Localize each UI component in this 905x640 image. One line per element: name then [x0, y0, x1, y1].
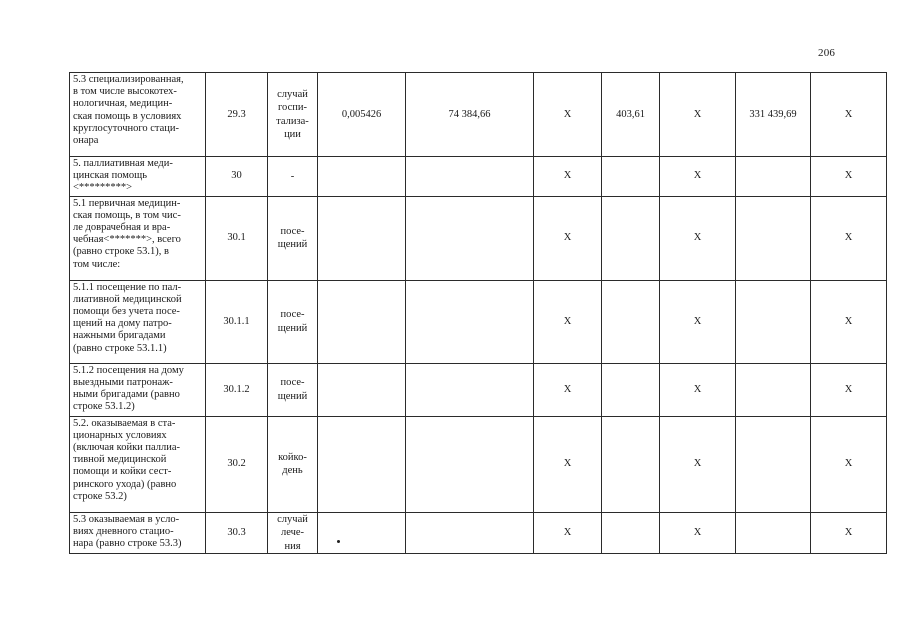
- row-name-text: 5.2. оказываемая в ста- ционарных условиях (включая койки паллиа- тивной медицинской помощи и койки сест- ринского ухода) (равно строке 53.2): [73, 417, 181, 502]
- col4-cell: [318, 363, 406, 416]
- col9-cell: [736, 196, 811, 280]
- col8-cell: [660, 157, 736, 197]
- col6-cell: [534, 363, 602, 416]
- row-name-cell: [70, 73, 206, 157]
- row-code-text: 30: [231, 170, 242, 182]
- row-code-cell: [206, 280, 268, 363]
- col6-text: X: [563, 383, 572, 395]
- row-name-text: 5. паллиативная меди- цинская помощь <*********>: [73, 158, 173, 194]
- col9-cell: [736, 363, 811, 416]
- unit-cell: [268, 512, 318, 554]
- col10-cell: [811, 196, 887, 280]
- col4-cell: [318, 196, 406, 280]
- row-name-cell: [70, 280, 206, 363]
- row-name-cell: [70, 196, 206, 280]
- table-row: [70, 363, 887, 416]
- unit-text: койко- день: [278, 451, 307, 477]
- col9-text: 331 439,69: [749, 108, 797, 120]
- col5-cell: [406, 512, 534, 554]
- col10-text: X: [844, 108, 853, 120]
- col6-cell: [534, 157, 602, 197]
- col7-cell: [602, 512, 660, 554]
- row-code-cell: [206, 73, 268, 157]
- unit-text: посе- щений: [277, 309, 308, 334]
- col8-text: X: [693, 458, 702, 470]
- col5-text: 74 384,66: [448, 108, 491, 120]
- col5-cell: [406, 157, 534, 197]
- col7-cell: [602, 416, 660, 512]
- row-code-text: 30.1.2: [223, 383, 250, 395]
- col10-text: X: [844, 458, 853, 470]
- col9-cell: [736, 157, 811, 197]
- unit-text: случай госпи- тализа- ции: [276, 88, 309, 140]
- unit-cell: [268, 196, 318, 280]
- row-name-text: 5.1.2 посещения на дому выездными патронаж- ными бригадами (равно строке 53.1.2): [73, 364, 184, 413]
- col10-cell: [811, 416, 887, 512]
- unit-cell: [268, 280, 318, 363]
- row-code-cell: [206, 363, 268, 416]
- unit-cell: [268, 416, 318, 512]
- col7-cell: [602, 363, 660, 416]
- col6-text: X: [563, 315, 572, 327]
- col7-cell: [602, 157, 660, 197]
- col4-cell: [318, 157, 406, 197]
- table-row: [70, 416, 887, 512]
- unit-text: -: [290, 170, 295, 182]
- col6-cell: [534, 280, 602, 363]
- scan-speck: [337, 540, 340, 543]
- col8-text: X: [693, 170, 702, 182]
- row-code-cell: [206, 416, 268, 512]
- col6-text: X: [563, 170, 572, 182]
- row-name-text: 5.3 оказываемая в усло- виях дневного стацио- нара (равно строке 53.3): [73, 513, 182, 550]
- row-name-text: 5.3 специализированная, в том числе высокотех- нологичная, медицин- ская помощь в условиях круглосуточного стаци- онара: [73, 74, 184, 147]
- col9-cell: [736, 73, 811, 157]
- col4-cell: [318, 73, 406, 157]
- unit-text: посе- щений: [277, 377, 308, 402]
- table-row: [70, 73, 887, 157]
- col5-cell: [406, 416, 534, 512]
- col8-text: X: [693, 232, 702, 244]
- col7-text: 403,61: [616, 108, 645, 120]
- col10-text: X: [844, 526, 853, 538]
- unit-text: посе- щений: [277, 225, 308, 251]
- col6-text: X: [563, 108, 572, 120]
- col6-cell: [534, 512, 602, 554]
- col10-text: X: [844, 383, 853, 395]
- col9-cell: [736, 280, 811, 363]
- col4-text: 0,005426: [341, 108, 382, 120]
- col6-text: X: [563, 458, 572, 470]
- col8-text: X: [693, 383, 702, 395]
- col8-text: X: [693, 526, 702, 538]
- col8-cell: [660, 416, 736, 512]
- row-name-cell: [70, 157, 206, 197]
- col8-text: X: [693, 315, 702, 327]
- row-code-text: 30.1: [227, 232, 246, 244]
- col10-text: X: [844, 170, 853, 182]
- col5-cell: [406, 73, 534, 157]
- row-name-cell: [70, 512, 206, 554]
- row-code-text: 30.2: [227, 458, 246, 470]
- col6-cell: [534, 73, 602, 157]
- col5-cell: [406, 196, 534, 280]
- row-name-text: 5.1.1 посещение по пал- лиативной медицинской помощи без учета посе- щений на дому патро- нажными бригадами (равно строке 53.1.1): [73, 281, 182, 354]
- col10-cell: [811, 280, 887, 363]
- row-code-text: 30.3: [227, 526, 246, 538]
- row-name-text: 5.1 первичная медицин- ская помощь, в том чис- ле доврачебная и вра- чебная<*******>, всего (равно строке 53.1), в том числе:: [73, 197, 181, 270]
- col8-cell: [660, 196, 736, 280]
- col10-text: X: [844, 315, 853, 327]
- col5-cell: [406, 363, 534, 416]
- col10-cell: [811, 363, 887, 416]
- col7-cell: [602, 196, 660, 280]
- col8-cell: [660, 363, 736, 416]
- unit-cell: [268, 73, 318, 157]
- page-number: 206: [818, 47, 836, 59]
- table-row: [70, 157, 887, 197]
- col7-cell: [602, 73, 660, 157]
- col9-cell: [736, 512, 811, 554]
- col9-cell: [736, 416, 811, 512]
- col8-cell: [660, 280, 736, 363]
- table-row: [70, 512, 887, 554]
- row-code-text: 30.1.1: [223, 315, 250, 327]
- row-code-cell: [206, 157, 268, 197]
- unit-cell: [268, 363, 318, 416]
- unit-cell: [268, 157, 318, 197]
- row-code-cell: [206, 196, 268, 280]
- col6-cell: [534, 196, 602, 280]
- table-row: [70, 196, 887, 280]
- col8-text: X: [693, 108, 702, 120]
- data-table: [69, 72, 887, 554]
- col4-cell: [318, 512, 406, 554]
- col10-cell: [811, 512, 887, 554]
- row-name-cell: [70, 363, 206, 416]
- row-code-cell: [206, 512, 268, 554]
- table-row: [70, 280, 887, 363]
- col6-text: X: [563, 232, 572, 244]
- row-code-text: 29.3: [227, 108, 246, 120]
- col6-cell: [534, 416, 602, 512]
- col7-cell: [602, 280, 660, 363]
- col10-cell: [811, 157, 887, 197]
- col10-text: X: [844, 232, 853, 244]
- col10-cell: [811, 73, 887, 157]
- col5-cell: [406, 280, 534, 363]
- col4-cell: [318, 416, 406, 512]
- row-name-cell: [70, 416, 206, 512]
- col6-text: X: [563, 526, 572, 538]
- col8-cell: [660, 73, 736, 157]
- col4-cell: [318, 280, 406, 363]
- col8-cell: [660, 512, 736, 554]
- unit-text: случай лече- ния: [277, 513, 308, 552]
